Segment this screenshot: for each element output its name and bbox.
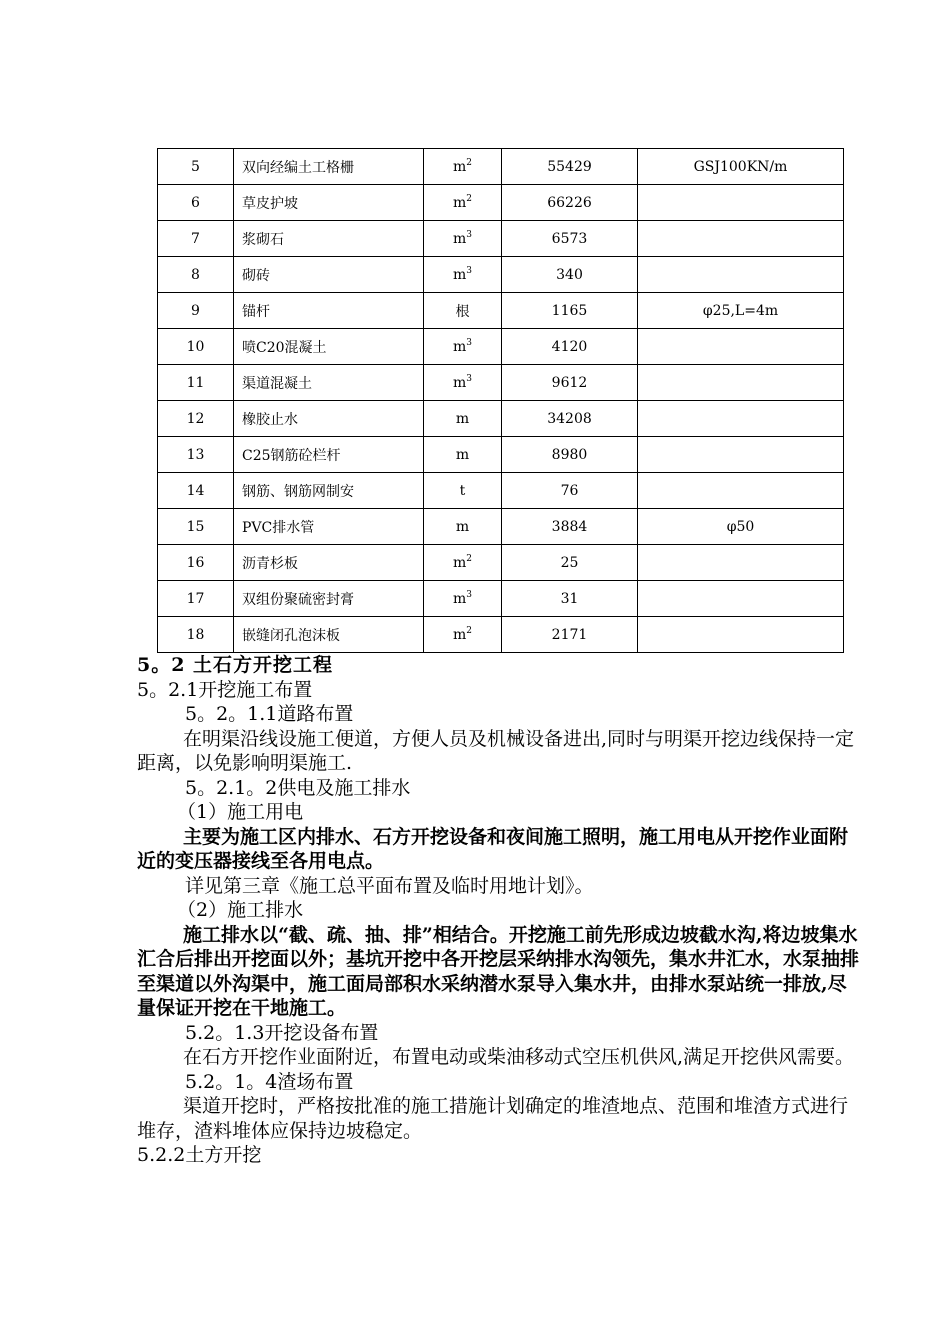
cell-unit [424, 257, 502, 293]
cell-item-name: 橡胶止水 [234, 401, 424, 437]
cell-row-number: 12 [158, 401, 234, 437]
unit-text [456, 519, 469, 535]
unit-base: m [452, 554, 467, 571]
unit-base: m [452, 194, 467, 211]
cell-remark [638, 221, 844, 257]
cell-quantity: 8980 [502, 437, 638, 473]
unit-exponent: 3 [466, 373, 472, 384]
unit-text [453, 339, 472, 355]
cell-row-number: 5 [158, 149, 234, 185]
cell-quantity: 76 [502, 473, 638, 509]
cell-remark [638, 185, 844, 221]
unit-base: m [452, 590, 467, 607]
table-row [158, 221, 844, 257]
cell-quantity: 3884 [502, 509, 638, 545]
cell-remark [638, 437, 844, 473]
cell-item-name: PVC排水管 [234, 509, 424, 545]
unit-base: m [455, 410, 470, 427]
unit-text [460, 483, 466, 499]
cell-unit [424, 581, 502, 617]
paragraph-reference: 详见第三章《施工总平面布置及临时用地计划》。 [185, 874, 594, 897]
heading-drainage: （2）施工排水 [177, 899, 304, 921]
unit-text [453, 591, 472, 607]
unit-base: m [452, 230, 467, 247]
paragraph-power: 主要为施工区内排水、石方开挖设备和夜间施工照明，施工用电从开挖作业面附近的变压器接线至各用电点。 [137, 825, 849, 872]
unit-base: m [455, 446, 470, 463]
cell-unit [424, 617, 502, 653]
heading-power: （1）施工用电 [177, 801, 304, 823]
quantity-table-body [158, 149, 844, 653]
cell-item-name: 嵌缝闭孔泡沫板 [234, 617, 424, 653]
unit-text [456, 411, 469, 427]
unit-text [453, 159, 472, 175]
unit-base: m [452, 374, 467, 391]
unit-text [456, 304, 470, 320]
cell-remark: GSJ100KN/m [638, 149, 844, 185]
paragraph-spoil: 渠道开挖时，严格按批准的施工措施计划确定的堆渣地点、范围和堆渣方式进行堆存，渣料堆体应保持边坡稳定。 [137, 1095, 849, 1142]
cell-remark [638, 257, 844, 293]
cell-row-number: 7 [158, 221, 234, 257]
cell-remark [638, 545, 844, 581]
quantity-table [157, 148, 844, 653]
unit-base: m [452, 338, 467, 355]
table-row [158, 437, 844, 473]
unit-exponent: 2 [466, 157, 472, 168]
cell-item-name: 砌砖 [234, 257, 424, 293]
unit-base: m [455, 518, 470, 535]
table-row [158, 185, 844, 221]
unit-text [453, 375, 472, 391]
unit-text [453, 231, 472, 247]
table-row [158, 473, 844, 509]
cell-quantity: 31 [502, 581, 638, 617]
cell-remark [638, 617, 844, 653]
cell-item-name: 双组份聚硫密封膏 [234, 581, 424, 617]
table-row [158, 293, 844, 329]
cell-unit [424, 545, 502, 581]
cell-row-number: 14 [158, 473, 234, 509]
unit-text [456, 447, 469, 463]
cell-remark [638, 581, 844, 617]
cell-quantity: 2171 [502, 617, 638, 653]
table-row [158, 401, 844, 437]
unit-exponent: 2 [466, 625, 472, 636]
cell-unit [424, 401, 502, 437]
cell-unit [424, 185, 502, 221]
cell-item-name: 草皮护坡 [234, 185, 424, 221]
table-row [158, 365, 844, 401]
cell-remark [638, 329, 844, 365]
unit-base: m [452, 266, 467, 283]
cell-unit [424, 149, 502, 185]
cell-quantity: 4120 [502, 329, 638, 365]
table-row [158, 329, 844, 365]
cell-row-number: 8 [158, 257, 234, 293]
cell-quantity: 6573 [502, 221, 638, 257]
cell-row-number: 11 [158, 365, 234, 401]
table-row [158, 257, 844, 293]
unit-exponent: 3 [466, 589, 472, 600]
cell-unit [424, 365, 502, 401]
unit-exponent: 3 [466, 265, 472, 276]
cell-remark: φ50 [638, 509, 844, 545]
unit-base: t [459, 482, 466, 499]
cell-row-number: 15 [158, 509, 234, 545]
table-row [158, 149, 844, 185]
unit-text [453, 627, 472, 643]
cell-row-number: 6 [158, 185, 234, 221]
unit-text [453, 267, 472, 283]
cell-quantity: 9612 [502, 365, 638, 401]
cell-remark [638, 473, 844, 509]
heading-5-2-1-3: 5.2。1.3开挖设备布置 [185, 1021, 379, 1044]
unit-text [453, 555, 472, 571]
section-heading-5-2: 5。2 土石方开挖工程 [137, 654, 334, 676]
cell-item-name: 锚杆 [234, 293, 424, 329]
cell-row-number: 17 [158, 581, 234, 617]
cell-row-number: 10 [158, 329, 234, 365]
cell-row-number: 13 [158, 437, 234, 473]
cell-item-name: 钢筋、钢筋网制安 [234, 473, 424, 509]
cell-remark [638, 365, 844, 401]
unit-exponent: 2 [466, 193, 472, 204]
table-row [158, 617, 844, 653]
unit-text [453, 195, 472, 211]
paragraph-road: 在明渠沿线设施工便道，方便人员及机械设备进出,同时与明渠开挖边线保持一定距离，以免影响明渠施工. [137, 727, 855, 774]
cell-row-number: 16 [158, 545, 234, 581]
table-row [158, 581, 844, 617]
cell-unit [424, 473, 502, 509]
cell-row-number: 18 [158, 617, 234, 653]
unit-base: m [452, 626, 467, 643]
cell-item-name: 渠道混凝土 [234, 365, 424, 401]
heading-5-2-1-2: 5。2.1。2供电及施工排水 [185, 776, 411, 799]
cell-item-name: 双向经编土工格栅 [234, 149, 424, 185]
cell-quantity: 1165 [502, 293, 638, 329]
cell-item-name: 浆砌石 [234, 221, 424, 257]
unit-base: m [452, 158, 467, 175]
unit-exponent: 2 [466, 553, 472, 564]
cell-remark: φ25,L=4m [638, 293, 844, 329]
heading-5-2-2: 5.2.2土方开挖 [137, 1144, 262, 1166]
cell-item-name: 沥青杉板 [234, 545, 424, 581]
cell-quantity: 34208 [502, 401, 638, 437]
cell-quantity: 55429 [502, 149, 638, 185]
table-row [158, 509, 844, 545]
cell-unit [424, 509, 502, 545]
cell-unit [424, 221, 502, 257]
cell-quantity: 66226 [502, 185, 638, 221]
table-row [158, 545, 844, 581]
unit-base: 根 [455, 303, 470, 320]
cell-remark [638, 401, 844, 437]
cell-row-number: 9 [158, 293, 234, 329]
paragraph-drainage: 施工排水以“截、疏、抽、排”相结合。开挖施工前先形成边坡截水沟,将边坡集水汇合后排出开挖面以外；基坑开挖中各开挖层采纳排水沟领先，集水井汇水，水泵抽排至渠道以外沟渠中，施工面局部积水采纳潜水泵导入集水井，由排水泵站统一排放,尽量保证开挖在干地施工。 [137, 923, 860, 1019]
cell-unit [424, 437, 502, 473]
heading-5-2-1-4: 5.2。1。4渣场布置 [185, 1070, 354, 1093]
unit-exponent: 3 [466, 229, 472, 240]
unit-exponent: 3 [466, 337, 472, 348]
cell-quantity: 25 [502, 545, 638, 581]
heading-5-2-1: 5。2.1开挖施工布置 [137, 678, 313, 701]
cell-item-name: 喷C20混凝土 [234, 329, 424, 365]
cell-unit [424, 293, 502, 329]
cell-quantity: 340 [502, 257, 638, 293]
paragraph-equipment: 在石方开挖作业面附近，布置电动或柴油移动式空压机供风,满足开挖供风需要。 [183, 1046, 855, 1068]
cell-unit [424, 329, 502, 365]
heading-5-2-1-1: 5。2。1.1道路布置 [185, 703, 354, 725]
cell-item-name: C25钢筋砼栏杆 [234, 437, 424, 473]
body-text [137, 653, 859, 1168]
